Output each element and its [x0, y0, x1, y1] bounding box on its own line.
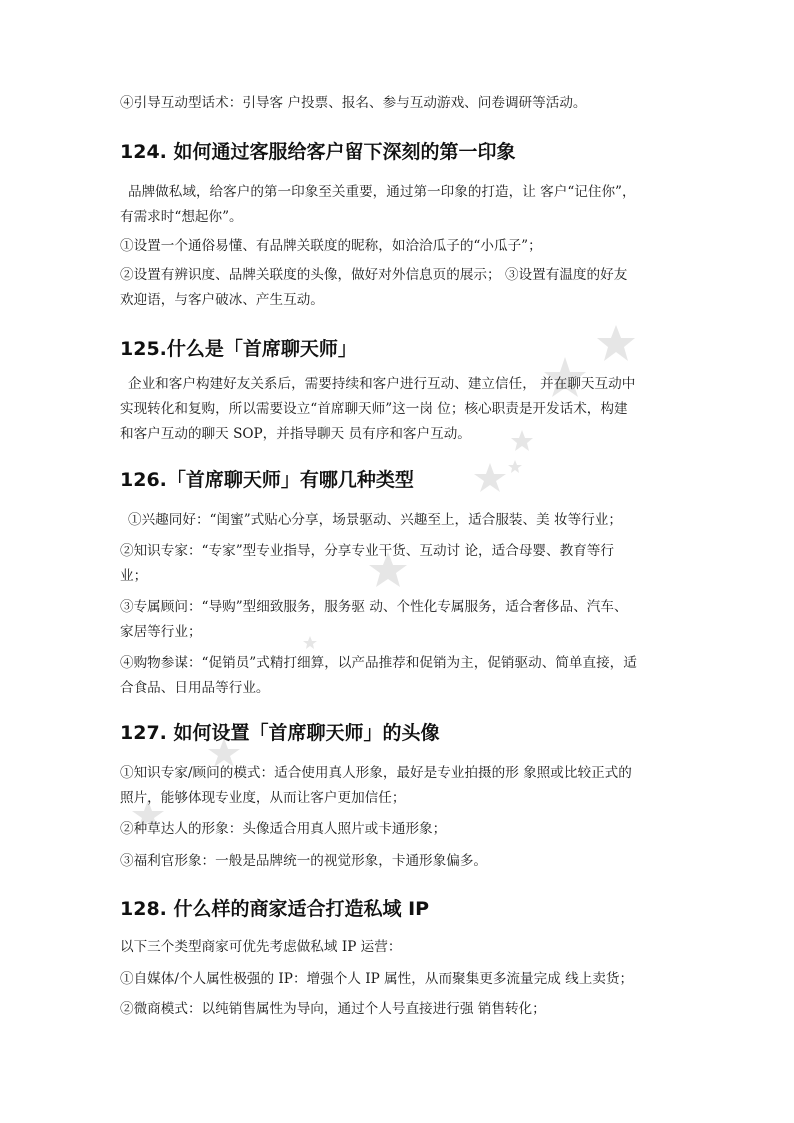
section-heading-125: 125.什么是「首席聊天师」	[120, 338, 357, 360]
intro-paragraph: ④引导互动型话术：引导客 户投票、报名、参与互动游戏、问卷调研等活动。	[120, 95, 587, 111]
paragraph: ③福利官形象：一般是品牌统一的视觉形象，卡通形象偏多。	[120, 853, 488, 869]
paragraph: ②种草达人的形象：头像适合用真人照片或卡通形象；	[120, 821, 447, 837]
paragraph: ①知识专家/顾问的模式：适合使用真人形象，最好是专业拍摄的形 象照或比较正式的照片，能够体现专业度，从而让客户更加信任；	[120, 765, 632, 806]
paragraph: ②设置有辨识度、品牌关联度的头像，做好对外信息页的展示； ③设置有温度的好友欢迎语，与客户破冰、产生互动。	[120, 267, 628, 308]
section-heading-124: 124. 如何通过客服给客户留下深刻的第一印象	[120, 141, 516, 163]
section-heading-126: 126.「首席聊天师」有哪几种类型	[120, 469, 414, 491]
paragraph: ①设置一个通俗易懂、有品牌关联度的昵称，如洽洽瓜子的“小瓜子”；	[120, 238, 542, 254]
paragraph: 品牌做私域，给客户的第一印象至关重要，通过第一印象的打造，让 客户“记住你”，有需求时“想起你”。	[120, 184, 636, 225]
paragraph: ②知识专家：“专家”型专业指导，分享专业干货、互动讨 论，适合母婴、教育等行业；	[120, 543, 614, 584]
paragraph: ②微商模式：以纯销售属性为导向，通过个人号直接进行强 销售转化；	[120, 1001, 546, 1017]
paragraph: ①自媒体/个人属性极强的 IP：增强个人 IP 属性，从而聚集更多流量完成 线上卖货；	[120, 971, 634, 987]
section-heading-127: 127. 如何设置「首席聊天师」的头像	[120, 722, 440, 744]
section-heading-128: 128. 什么样的商家适合打造私域 IP	[120, 898, 430, 920]
paragraph: 企业和客户构建好友关系后，需要持续和客户进行互动、建立信任， 并在聊天互动中实现转化和复购，所以需要设立“首席聊天师”这一岗 位；核心职责是开发话术，构建和客户互动的聊天 SOP，并指导聊天 员有序和客户互动。	[120, 376, 636, 442]
paragraph: ①兴趣同好：“闺蜜”式贴心分享，场景驱动、兴趣至上，适合服装、美 妆等行业；	[128, 512, 622, 528]
paragraph: 以下三个类型商家可优先考虑做私域 IP 运营：	[120, 939, 402, 955]
paragraph: ③专属顾问：“导购”型细致服务，服务驱 动、个性化专属服务，适合奢侈品、汽车、家居等行业；	[120, 599, 628, 640]
paragraph: ④购物参谋：“促销员”式精打细算，以产品推荐和促销为主，促销驱动、简单直接，适合食品、日用品等行业。	[120, 655, 637, 696]
